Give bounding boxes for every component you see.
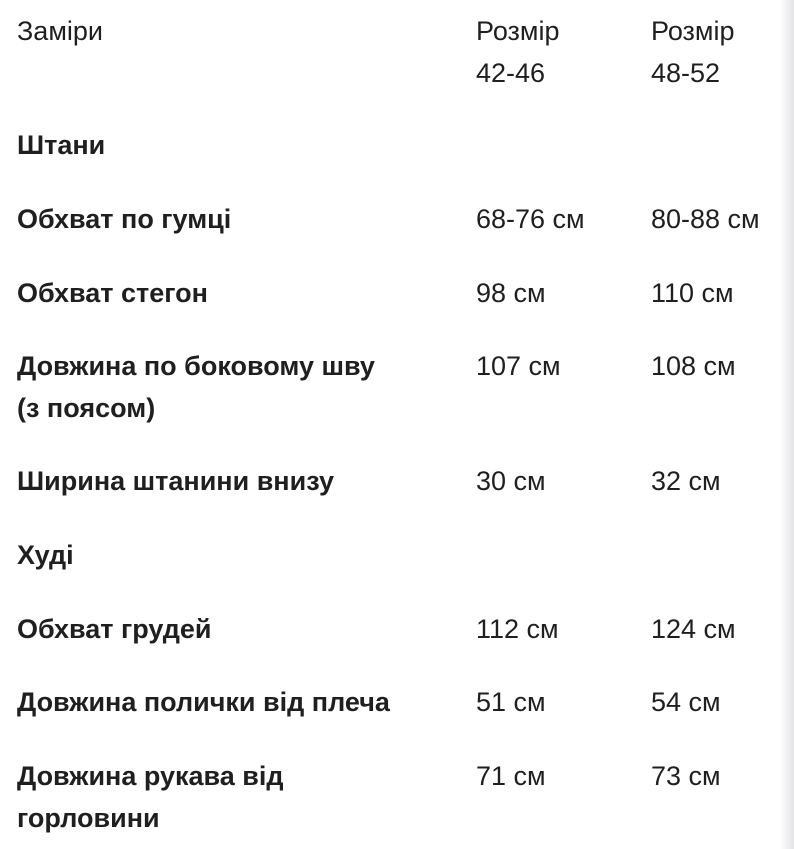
row-label-waistband: Обхват по гумці <box>17 204 232 234</box>
row-label-side-seam-line1: Довжина по боковому шву <box>17 351 375 381</box>
row-value-sleeve-length-col2: 73 см <box>651 761 721 791</box>
row-value-leg-width-col2: 32 см <box>651 466 721 496</box>
section-title-pants: Штани <box>17 130 106 160</box>
header-size-col1-line2: 42-46 <box>476 58 546 88</box>
row-label-chest: Обхват грудей <box>17 614 212 644</box>
row-value-sleeve-length-col1: 71 см <box>476 761 546 791</box>
row-value-waistband-col2: 80-88 см <box>651 204 760 234</box>
row-label-side-seam-line2: (з поясом) <box>17 393 156 423</box>
row-value-waistband-col1: 68-76 см <box>476 204 585 234</box>
header-size-col2-line2: 48-52 <box>651 58 721 88</box>
row-value-front-length-col2: 54 см <box>651 687 721 717</box>
row-label-sleeve-length-line2: горловини <box>17 803 160 833</box>
row-value-hips-col1: 98 см <box>476 278 546 308</box>
row-value-front-length-col1: 51 см <box>476 687 546 717</box>
row-value-chest-col2: 124 см <box>651 614 736 644</box>
header-size-col2-line1: Розмір <box>651 16 735 46</box>
row-label-leg-width: Ширина штанини внизу <box>17 466 334 496</box>
right-edge-shadow <box>780 0 794 849</box>
row-label-sleeve-length-line1: Довжина рукава від <box>17 761 284 791</box>
row-value-hips-col2: 110 см <box>651 278 734 308</box>
row-label-hips: Обхват стегон <box>17 278 208 308</box>
row-value-leg-width-col1: 30 см <box>476 466 546 496</box>
header-size-col1-line1: Розмір <box>476 16 560 46</box>
section-title-hoodie: Худі <box>17 540 74 570</box>
row-value-side-seam-col2: 108 см <box>651 351 736 381</box>
row-value-chest-col1: 112 см <box>476 614 559 644</box>
row-label-front-length: Довжина полички від плеча <box>17 687 390 717</box>
row-value-side-seam-col1: 107 см <box>476 351 561 381</box>
header-measurements-label: Заміри <box>17 16 103 46</box>
